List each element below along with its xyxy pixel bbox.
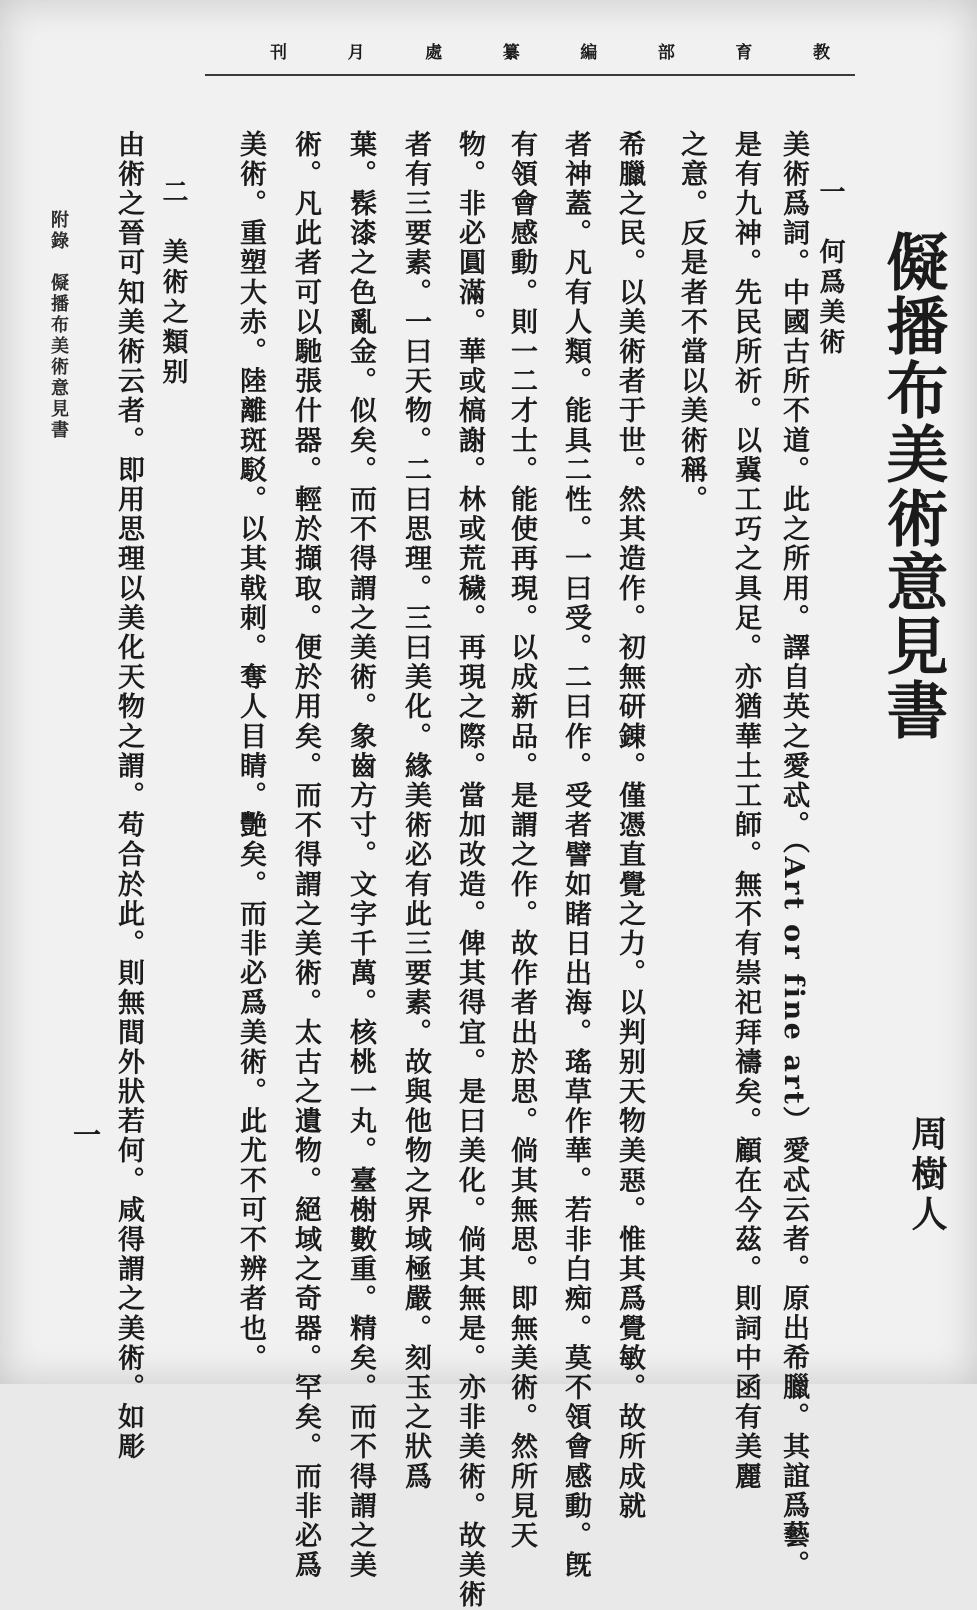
running-header-char: 教 [812,43,830,63]
running-header-char: 刊 [270,43,287,63]
running-header-char: 編 [580,43,598,63]
latin-insert: Art or fine art [778,856,809,1107]
text-column-10: 術。凡此者可以馳張什器。輕於擷取。便於用矣。而不得謂之美術。太古之遺物。絕域之奇器。罕矣。而非必爲 [290,130,321,1581]
text-column-9: 葉。髹漆之色亂金。似矣。而不得謂之美術。象齒方寸。文字千萬。核桃一丸。臺榭數重。精矣。而不得謂之美 [345,130,376,1581]
text-column-6: 有領會感動。則一二才士。能使再現。以成新品。是謂之作。故作者出於思。倘其無思。即無美術。然所見天 [506,130,537,1551]
text-column-11: 美術。重塑大赤。陸離斑駁。以其戟刺。奪人目睛。艷矣。而非必爲美術。此尤不可不辨者也。 [235,130,266,1374]
page-number: 一 [69,1120,102,1148]
text-column-1-tail: ）愛忒云者。原出希臘。其誼爲藝。 [778,1106,809,1581]
text-column-2: 是有九神。先民所祈。以冀工巧之具足。亦猶華土工師。無不有崇祀拜禱矣。顧在今茲。則詞中函有美麗 [730,130,761,1492]
side-note: 附錄 儗播布美術意見書 [48,210,69,441]
text-column-4: 希臘之民。以美術者于世。然其造作。初無研錬。僅憑直覺之力。以判别天物美惡。惟其爲覺敏。故所成就 [614,130,645,1522]
running-header-char: 處 [425,43,443,63]
document-title: 儗播布美術意見書 [876,230,949,742]
running-header [270,38,830,68]
text-column-13: 由術之晉可知美術云者。即用思理以美化天物之謂。苟合於此。則無間外狀若何。咸得謂之美術。如彫 [113,130,144,1462]
header-rule [205,74,855,76]
author-name: 周樹人 [906,1115,948,1235]
running-header-char: 部 [657,43,675,63]
running-header-char: 月 [347,43,365,63]
running-header-char: 育 [735,43,753,63]
text-column-5: 者神蓋。凡有人類。能具二性。一曰受。二曰作。受者譬如睹日出海。瑤草作華。若非白痴。莫不領會感動。旣 [560,130,591,1581]
running-header-char: 纂 [502,43,520,63]
text-column-7: 物。非必圓滿。華或槁謝。林或荒穢。再現之際。當加改造。俾其得宜。是曰美化。倘其無是。亦非美術。故美術 [454,130,485,1610]
text-column-1 [778,130,808,1580]
text-column-1-head: 美術爲詞。中國古所不道。此之所用。譯自英之愛忒。（ [778,130,809,857]
section-1-heading: 一 何爲美術 [815,178,845,358]
text-column-3: 之意。反是者不當以美術稱。 [676,130,707,515]
section-2-heading: 二 美術之類别 [158,178,188,388]
text-column-8: 者有三要素。一曰天物。二曰思理。三曰美化。緣美術必有此三要素。故與他物之界域極嚴。刻玉之狀爲 [400,130,431,1492]
